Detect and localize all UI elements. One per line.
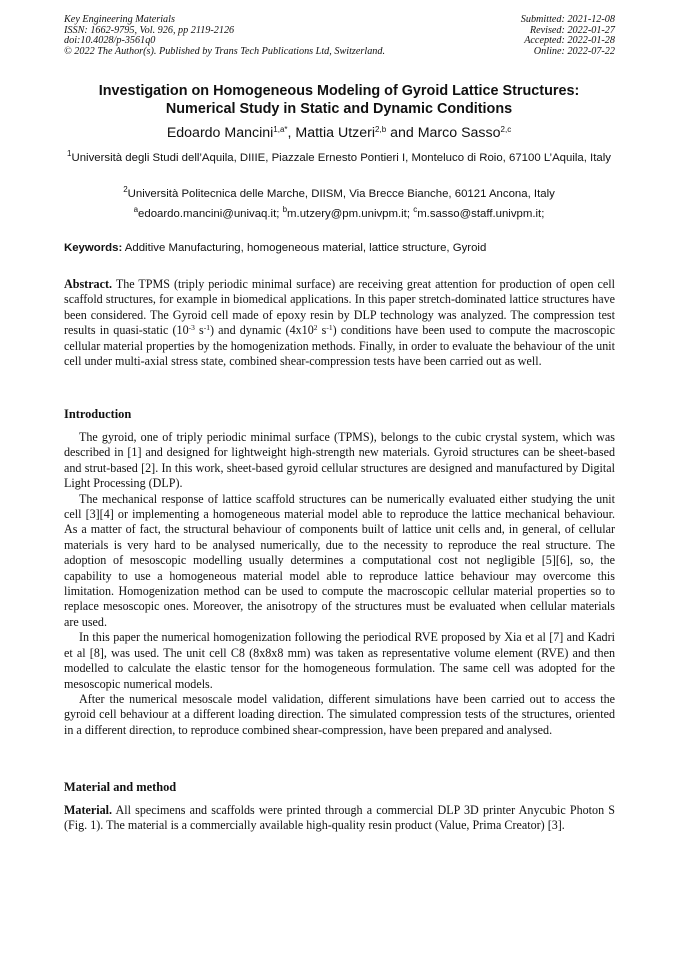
submission-dates: [521, 15, 615, 57]
journal-name: Key Engineering Materials: [64, 14, 175, 25]
affiliation-1-mark: 1: [67, 149, 72, 158]
author-separator: ,: [287, 125, 296, 141]
author-3: Marco Sasso: [417, 125, 501, 141]
intro-paragraph: After the numerical mesoscale model validation, different simulations have been carried out to access the gyroid cell behaviour at a different loading direction. The simulated compression tests of the structures, oriented in a different direction, to reproduce combined shear-compression, have been prepared and analysed.: [64, 691, 615, 737]
abstract-text: s: [194, 323, 204, 338]
issn-line: ISSN: 1662-9795, Vol. 926, pp 2119-2126: [64, 24, 235, 36]
abstract-exponent: 2: [313, 323, 318, 333]
online-date: Online: 2022-07-22: [533, 45, 615, 57]
abstract: [64, 277, 615, 369]
intro-paragraph: The gyroid, one of triply periodic minimal surface (TPMS), belongs to the cubic crystal system, which was described in [1] and designed for lightweight high-strength new materials. Gyroid structures can be sheet-based and strut-based [2]. In this work, sheet-based gyroid cellular structures are designed and manufactured by Digital Light Processing (DLP).: [64, 430, 615, 491]
intro-paragraph: The mechanical response of lattice scaffold structures can be numerically evaluated either studying the unit cell [3][4] or implementing a homogeneous material model able to reproduce the lattice mechanical behaviour. As a matter of fact, the structural behaviour of components built of lattice unit cells and, in general, of cellular materials is very hard to be analysed numerically, due to the necessity to reproduce the real structure. The adoption of mesoscopic modelling usually determines a computational cost not negligible [5][6], so, the capability to use a homogeneous material model able to reproduce lattice behaviour may overcome this limitation. Homogenization method can be used to compute the macroscopic cellular material properties so to replace mesoscopic ones. Moreover, the anisotropy of the structures must be evaluated when cellular materials are used.: [64, 491, 615, 629]
author-list: [48, 124, 630, 142]
email-b[interactable]: m.utzery@pm.univpm.it;: [287, 208, 414, 220]
author-separator: and: [386, 125, 418, 141]
revised-date: Revised: 2022-01-27: [529, 24, 615, 36]
introduction-body: [64, 430, 615, 738]
material-method-heading: Material and method: [64, 780, 177, 794]
affiliation-1-text: Università degli Studi dell’Aquila, DIIIE, Piazzale Ernesto Pontieri I, Monteluco di Roio, 67100 L’Aquila, Italy: [71, 152, 611, 164]
accepted-date: Accepted: 2022-01-28: [524, 35, 615, 47]
email-c[interactable]: m.sasso@staff.univpm.it;: [417, 208, 545, 220]
paper-title: [48, 82, 630, 118]
author-1: Edoardo Mancini: [166, 125, 274, 141]
abstract-exponent: -1: [203, 323, 210, 333]
journal-info: [64, 15, 385, 57]
material-label: Material.: [64, 803, 113, 817]
affiliation-2: [48, 186, 630, 202]
email-a-mark: a: [133, 205, 139, 214]
copyright-line: © 2022 The Author(s). Published by Trans Tech Publications Ltd, Switzerland.: [64, 45, 386, 57]
abstract-label: Abstract.: [64, 277, 113, 291]
keywords-text: Additive Manufacturing, homogeneous material, lattice structure, Gyroid: [122, 242, 487, 254]
intro-paragraph: In this paper the numerical homogenization following the periodical RVE proposed by Xia et al [7] and Kadri et al [8], was used. The unit cell C8 (8x8x8 mm) was taken as representative volume element (RVE) and then modelled to calculate the elastic tensor for the homogeneous formulation. The same cell was adopted for the mesoscopic numerical models.: [64, 630, 615, 691]
abstract-text: ) conditions have been used to compute the macroscopic cellular material properties by the homogenization methods. Finally, in order to evaluate the behaviour of the unit cell under multi-axial stress state, combined shear-compression tests have been carried out as well.: [64, 323, 615, 369]
keywords-label: Keywords:: [64, 242, 123, 254]
abstract-exponent: -3: [188, 323, 195, 333]
abstract-text: ) and dynamic (4x10: [209, 323, 314, 338]
abstract-text: s: [317, 323, 327, 338]
author-2: Mattia Utzeri: [295, 125, 376, 141]
submitted-date: Submitted: 2021-12-08: [520, 14, 615, 25]
author-2-mark: 2,b: [375, 125, 387, 134]
abstract-text: The TPMS (triply periodic minimal surface) are receiving great attention for production of open cell scaffold structures, for example in biomedical applications. In this paper stretch-dominated lattice structures have been considered. The Gyroid cell made of epoxy resin by DLP technology was analyzed. The compression test results in quasi-static (10: [64, 277, 615, 338]
email-c-mark: c: [413, 205, 418, 214]
abstract-exponent: -1: [326, 323, 333, 333]
email-a[interactable]: edoardo.mancini@univaq.it;: [138, 208, 283, 220]
title-line-2: Numerical Study in Static and Dynamic Conditions: [165, 101, 513, 117]
email-b-mark: b: [282, 205, 288, 214]
doi-line: doi:10.4028/p-3561q0: [64, 35, 156, 47]
introduction-heading: Introduction: [64, 407, 132, 421]
affiliation-2-text: Università Politecnica delle Marche, DIISM, Via Brecce Bianche, 60121 Ancona, Italy: [127, 188, 555, 200]
affiliation-2-mark: 2: [123, 185, 128, 194]
material-text: All specimens and scaffolds were printed through a commercial DLP 3D printer Anycubic Photon S (Fig. 1). The material is a commercially available high-quality resin product (Value, Prima Creator) [3].: [64, 803, 615, 833]
author-3-mark: 2,c: [500, 125, 512, 134]
email-list: [48, 206, 630, 222]
author-1-mark: 1,a*: [273, 125, 288, 134]
keywords: [64, 240, 616, 256]
material-paragraph: [64, 803, 615, 834]
affiliation-1: [48, 150, 630, 166]
title-line-1: Investigation on Homogeneous Modeling of Gyroid Lattice Structures:: [98, 83, 580, 99]
